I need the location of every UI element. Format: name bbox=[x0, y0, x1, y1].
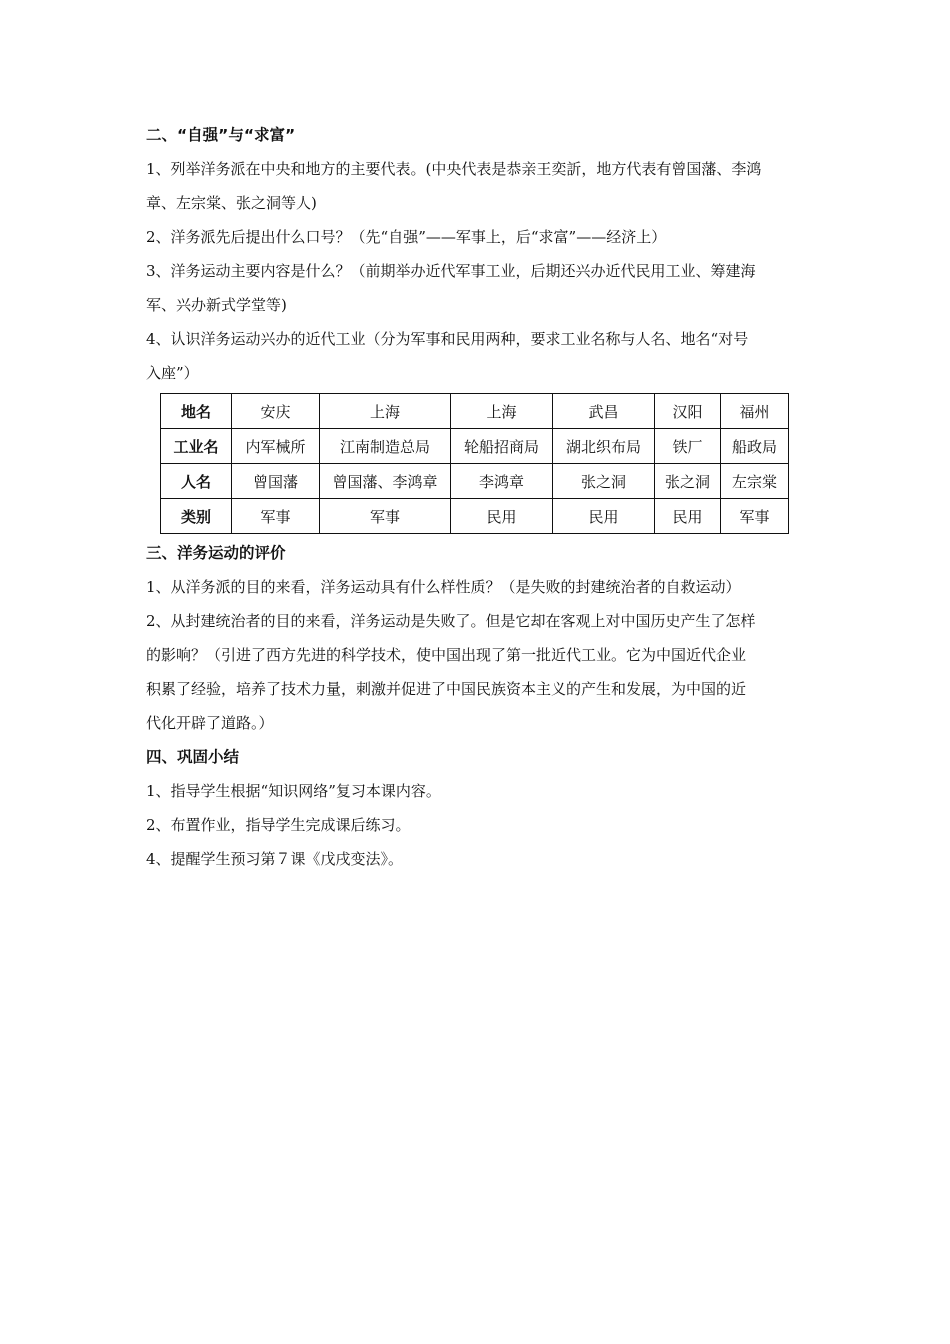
table-cell: 曾国藩 bbox=[232, 464, 320, 499]
table-cell: 军事 bbox=[232, 499, 320, 534]
table-cell: 张之洞 bbox=[553, 464, 655, 499]
text-line: 的影响？（引进了西方先进的科学技术，使中国出现了第一批近代工业。它为中国近代企业 bbox=[146, 646, 747, 664]
text-line: 军、兴办新式学堂等) bbox=[146, 296, 287, 314]
table-row-place bbox=[161, 394, 789, 429]
table-cell: 张之洞 bbox=[655, 464, 721, 499]
question-3 bbox=[146, 254, 810, 322]
table-cell: 船政局 bbox=[721, 429, 789, 464]
table-cell: 内军械所 bbox=[232, 429, 320, 464]
table-cell: 民用 bbox=[451, 499, 553, 534]
table-cell: 铁厂 bbox=[655, 429, 721, 464]
text-line: 2、从封建统治者的目的来看，洋务运动是失败了。但是它却在客观上对中国历史产生了怎样 bbox=[146, 612, 756, 630]
table-cell: 民用 bbox=[655, 499, 721, 534]
table-cell: 上海 bbox=[451, 394, 553, 429]
table-cell: 民用 bbox=[553, 499, 655, 534]
table-cell: 曾国藩、李鸿章 bbox=[320, 464, 451, 499]
table-cell: 军事 bbox=[320, 499, 451, 534]
table-cell: 汉阳 bbox=[655, 394, 721, 429]
table-cell: 福州 bbox=[721, 394, 789, 429]
table-row-category bbox=[161, 499, 789, 534]
question-1 bbox=[146, 152, 810, 220]
table-cell: 李鸿章 bbox=[451, 464, 553, 499]
evaluation-question-2 bbox=[146, 604, 810, 740]
text-line: 入座”） bbox=[146, 364, 199, 382]
row-header-place: 地名 bbox=[161, 394, 232, 429]
text-line: 3、洋务运动主要内容是什么？（前期举办近代军事工业，后期还兴办近代民用工业、筹建海 bbox=[146, 262, 756, 280]
text-line: 4、认识洋务运动兴办的近代工业（分为军事和民用两种，要求工业名称与人名、地名“对号 bbox=[146, 330, 749, 348]
table-cell: 湖北织布局 bbox=[553, 429, 655, 464]
row-header-industry: 工业名 bbox=[161, 429, 232, 464]
row-header-category: 类别 bbox=[161, 499, 232, 534]
table-row-industry bbox=[161, 429, 789, 464]
text-line: 代化开辟了道路。） bbox=[146, 714, 274, 732]
question-4 bbox=[146, 322, 810, 390]
row-header-person: 人名 bbox=[161, 464, 232, 499]
text-line: 积累了经验，培养了技术力量，刺激并促进了中国民族资本主义的产生和发展，为中国的近 bbox=[146, 680, 747, 698]
section-heading-3: 三、洋务运动的评价 bbox=[146, 544, 286, 562]
text-line: 2、洋务派先后提出什么口号？（先“自强”——军事上，后“求富”——经济上） bbox=[146, 228, 667, 246]
section-heading-4: 四、巩固小结 bbox=[146, 748, 240, 766]
section-heading-2: 二、“自强”与“求富” bbox=[146, 126, 296, 144]
table-cell: 左宗棠 bbox=[721, 464, 789, 499]
document-page bbox=[146, 118, 810, 876]
industry-table bbox=[160, 393, 789, 534]
text-line: 章、左宗棠、张之洞等人) bbox=[146, 194, 317, 212]
table-cell: 上海 bbox=[320, 394, 451, 429]
question-2 bbox=[146, 220, 810, 254]
table-cell: 轮船招商局 bbox=[451, 429, 553, 464]
text-line: 1、从洋务派的目的来看，洋务运动具有什么样性质？（是失败的封建统治者的自救运动） bbox=[146, 578, 741, 596]
table-cell: 军事 bbox=[721, 499, 789, 534]
summary-list bbox=[146, 774, 810, 876]
list-item: 2、布置作业，指导学生完成课后练习。 bbox=[146, 816, 411, 834]
text-line: 1、列举洋务派在中央和地方的主要代表。(中央代表是恭亲王奕訢，地方代表有曾国藩、李鸿 bbox=[146, 160, 762, 178]
table-cell: 武昌 bbox=[553, 394, 655, 429]
table-row-person bbox=[161, 464, 789, 499]
table-cell: 安庆 bbox=[232, 394, 320, 429]
evaluation-question-1 bbox=[146, 570, 810, 604]
list-item: 1、指导学生根据“知识网络”复习本课内容。 bbox=[146, 782, 441, 800]
list-item: 4、提醒学生预习第７课《戊戌变法》。 bbox=[146, 850, 404, 868]
table-cell: 江南制造总局 bbox=[320, 429, 451, 464]
